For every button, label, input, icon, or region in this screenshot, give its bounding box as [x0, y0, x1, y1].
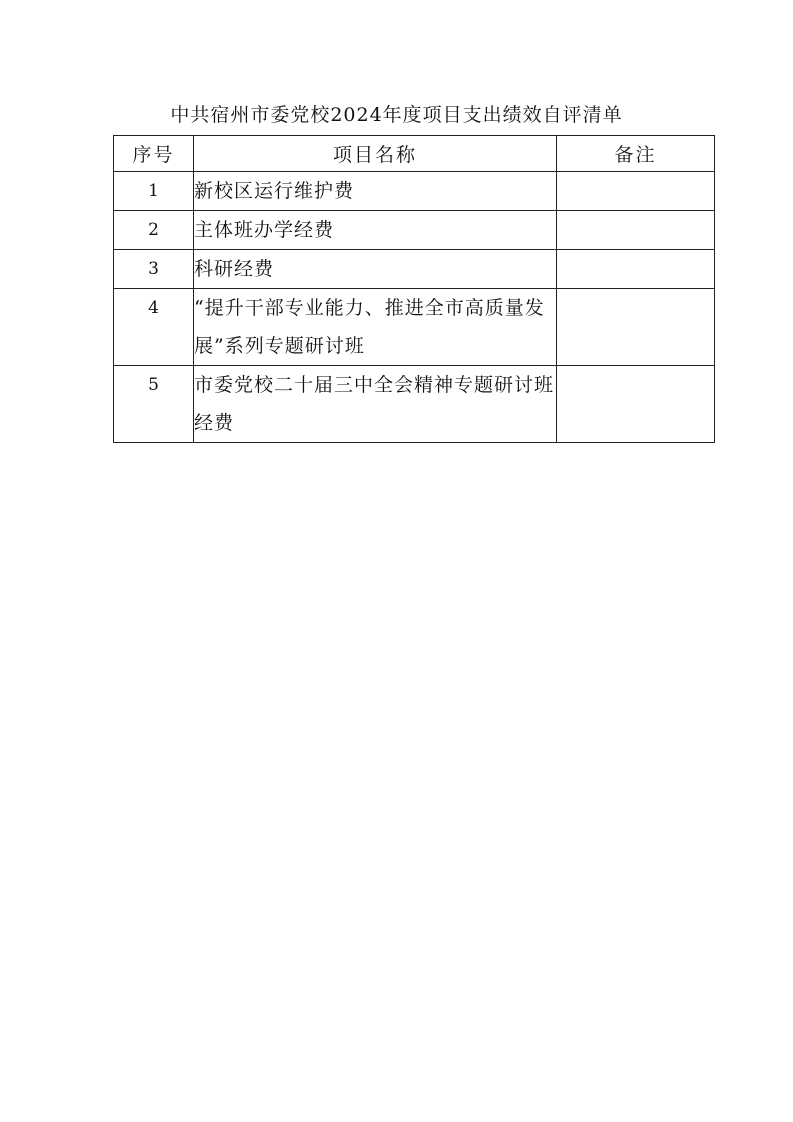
header-remarks: 备注 [557, 136, 715, 172]
row-project-name: 主体班办学经费 [194, 211, 557, 250]
row-project-name: “提升干部专业能力、推进全市高质量发展”系列专题研讨班 [194, 289, 557, 366]
row-project-name: 市委党校二十届三中全会精神专题研讨班经费 [194, 366, 557, 443]
project-list-table [113, 135, 715, 443]
row-remarks [557, 366, 715, 443]
document-title: 中共宿州市委党校2024年度项目支出绩效自评清单 [170, 104, 623, 126]
row-remarks [557, 289, 715, 366]
table-header-row [114, 136, 715, 172]
table-row [114, 172, 715, 211]
row-project-name: 新校区运行维护费 [194, 172, 557, 211]
header-serial-number: 序号 [114, 136, 194, 172]
row-serial-number: 5 [114, 366, 194, 443]
header-project-name: 项目名称 [194, 136, 557, 172]
row-project-name: 科研经费 [194, 250, 557, 289]
table-row [114, 211, 715, 250]
table-row [114, 250, 715, 289]
row-serial-number: 2 [114, 211, 194, 250]
row-remarks [557, 250, 715, 289]
row-remarks [557, 211, 715, 250]
row-remarks [557, 172, 715, 211]
table-row [114, 366, 715, 443]
row-serial-number: 4 [114, 289, 194, 366]
row-serial-number: 3 [114, 250, 194, 289]
table-row [114, 289, 715, 366]
row-serial-number: 1 [114, 172, 194, 211]
